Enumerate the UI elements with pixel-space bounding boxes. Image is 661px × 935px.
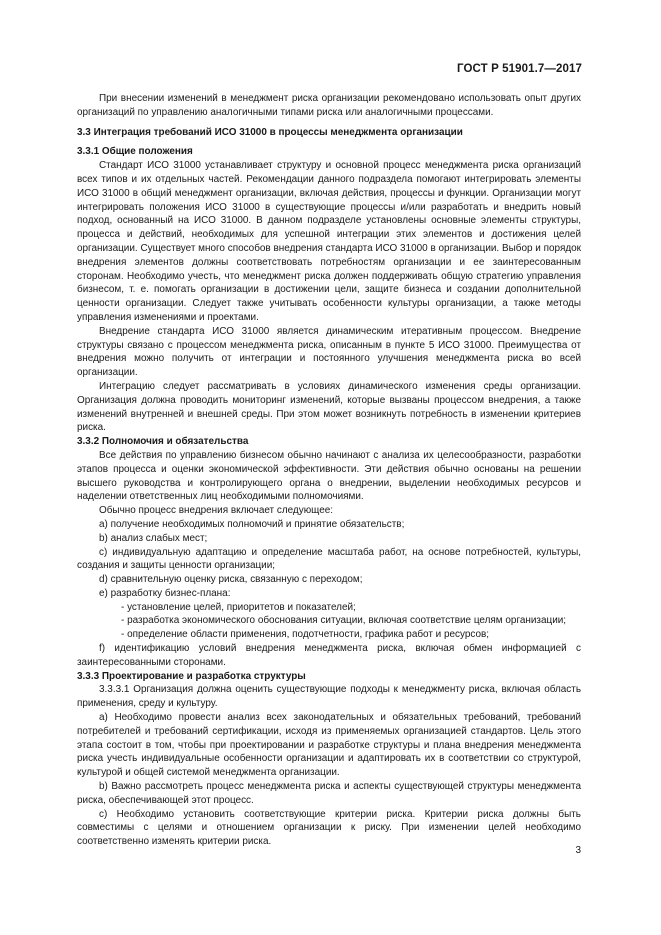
document-body: [77, 92, 581, 849]
paragraph: Стандарт ИСО 31000 устанавливает структуру и основной процесс менеджмента риска организаций всех типов и их отдельных частей. Рекомендации данного подраздела помогают интегрировать элементы ИСО 31000 в общий менеджмент организации, включая действия, процессы и функции. Организации могут интегрировать положения ИСО 31000 в существующие процессы и/или разработать и внедрить новый подход, основанный на ИСО 31000. В данном подразделе установлены основные элементы структуры, процесса и действий, необходимых для успешной интеграции этих элементов и достижения целей организации. Существует много способов внедрения стандарта ИСО 31000 в организации. Выбор и порядок внедрения элементов должны соответствовать потребностям организации и ее заинтересованным сторонам. Необходимо учесть, что менеджмент риска должен поддерживать общую стратегию управления бизнесом, т. е. помогать организации в достижении цели, защите бизнеса и создании дополнительной ценности организации. Следует также учитывать особенности культуры организации, а также методы управления изменениями и проектами.: [77, 160, 581, 323]
paragraph: а) Необходимо провести анализ всех законодательных и обязательных требований, требований потребителей и требований сертификации, исходя из применяемых организацией стандартов. Цель этого этапа состоит в том, чтобы при проектировании и разработке структуры и плана внедрения менеджмента риска учесть индивидуальные особенности организации и адаптировать их в соответствии со структурой, культурой и общей системой менеджмента организации.: [77, 712, 581, 779]
paragraph: Все действия по управлению бизнесом обычно начинают с анализа их целесообразности, разработки этапов процесса и оценки экономической эффективности. Эти действия обычно основаны на решении высшего руководства и контролирующего органа о внедрении, выделении необходимых ресурсов и наделении ответственных лиц необходимыми полномочиями.: [77, 449, 581, 503]
paragraph: Обычно процесс внедрения включает следующее:: [99, 505, 334, 517]
document-header: ГОСТ Р 51901.7—2017: [457, 63, 582, 75]
paragraph: b) Важно рассмотреть процесс менеджмента риска и аспекты существующей структуры менеджмента риска, обеспечивающей этот процесс.: [77, 781, 581, 806]
paragraph: Внедрение стандарта ИСО 31000 является динамическим итеративным процессом. Внедрение структуры связано с процессом менеджмента риска, описанным в пункте 5 ИСО 31000. Преимущества от внедрения можно получить от интеграции и постоянного улучшения менеджмента риска во всей организации.: [77, 325, 581, 379]
section-3-3-1-heading: 3.3.1 Общие положения: [77, 146, 193, 158]
list-item: d) сравнительную оценку риска, связанную с переходом;: [99, 574, 363, 586]
list-item: b) анализ слабых мест;: [99, 532, 208, 544]
sub-list-item: - разработка экономического обоснования ситуации, включая соответствие целям организации;: [121, 615, 567, 627]
paragraph: Интеграцию следует рассматривать в условиях динамического изменения среды организации. Организация должна проводить мониторинг изменений, которые вызваны процессом внедрения, а также изменений внутренней и внешней среды. При этом может возникнуть потребность в изменении критериев риска.: [77, 380, 581, 434]
paragraph: 3.3.3.1 Организация должна оценить существующие подходы к менеджменту риска, включая область применения, среду и культуру.: [77, 684, 581, 710]
list-item: f) идентификацию условий внедрения менеджмента риска, включая обмен информацией с заинтересованными сторонами.: [77, 643, 581, 668]
sub-list-item: - установление целей, приоритетов и показателей;: [121, 601, 356, 613]
section-3-3-2-heading: 3.3.2 Полномочия и обязательства: [77, 436, 249, 448]
section-3-3-heading: 3.3 Интеграция требований ИСО 31000 в процессы менеджмента организации: [77, 126, 463, 138]
list-item: c) индивидуальную адаптацию и определение масштаба работ, на основе потребностей, культуры, создания и защиты ценности организации;: [77, 546, 581, 572]
intro-paragraph: При внесении изменений в менеджмент риска организации рекомендовано использовать опыт других организаций по управлению аналогичными типами риска или аналогичными процессами.: [77, 93, 581, 118]
section-3-3-3-heading: 3.3.3 Проектирование и разработка структуры: [77, 670, 306, 682]
paragraph: c) Необходимо установить соответствующие критерии риска. Критерии риска должны быть совместимы с целями и отношением организации к риску. При изменении целей необходимо соответственно изменять критерии риска.: [77, 808, 581, 848]
sub-list-item: - определение области применения, подотчетности, графика работ и ресурсов;: [121, 629, 490, 641]
list-item: e) разработку бизнес-плана:: [99, 587, 231, 599]
page-number: 3: [575, 845, 581, 856]
list-item: а) получение необходимых полномочий и принятие обязательств;: [99, 518, 405, 530]
